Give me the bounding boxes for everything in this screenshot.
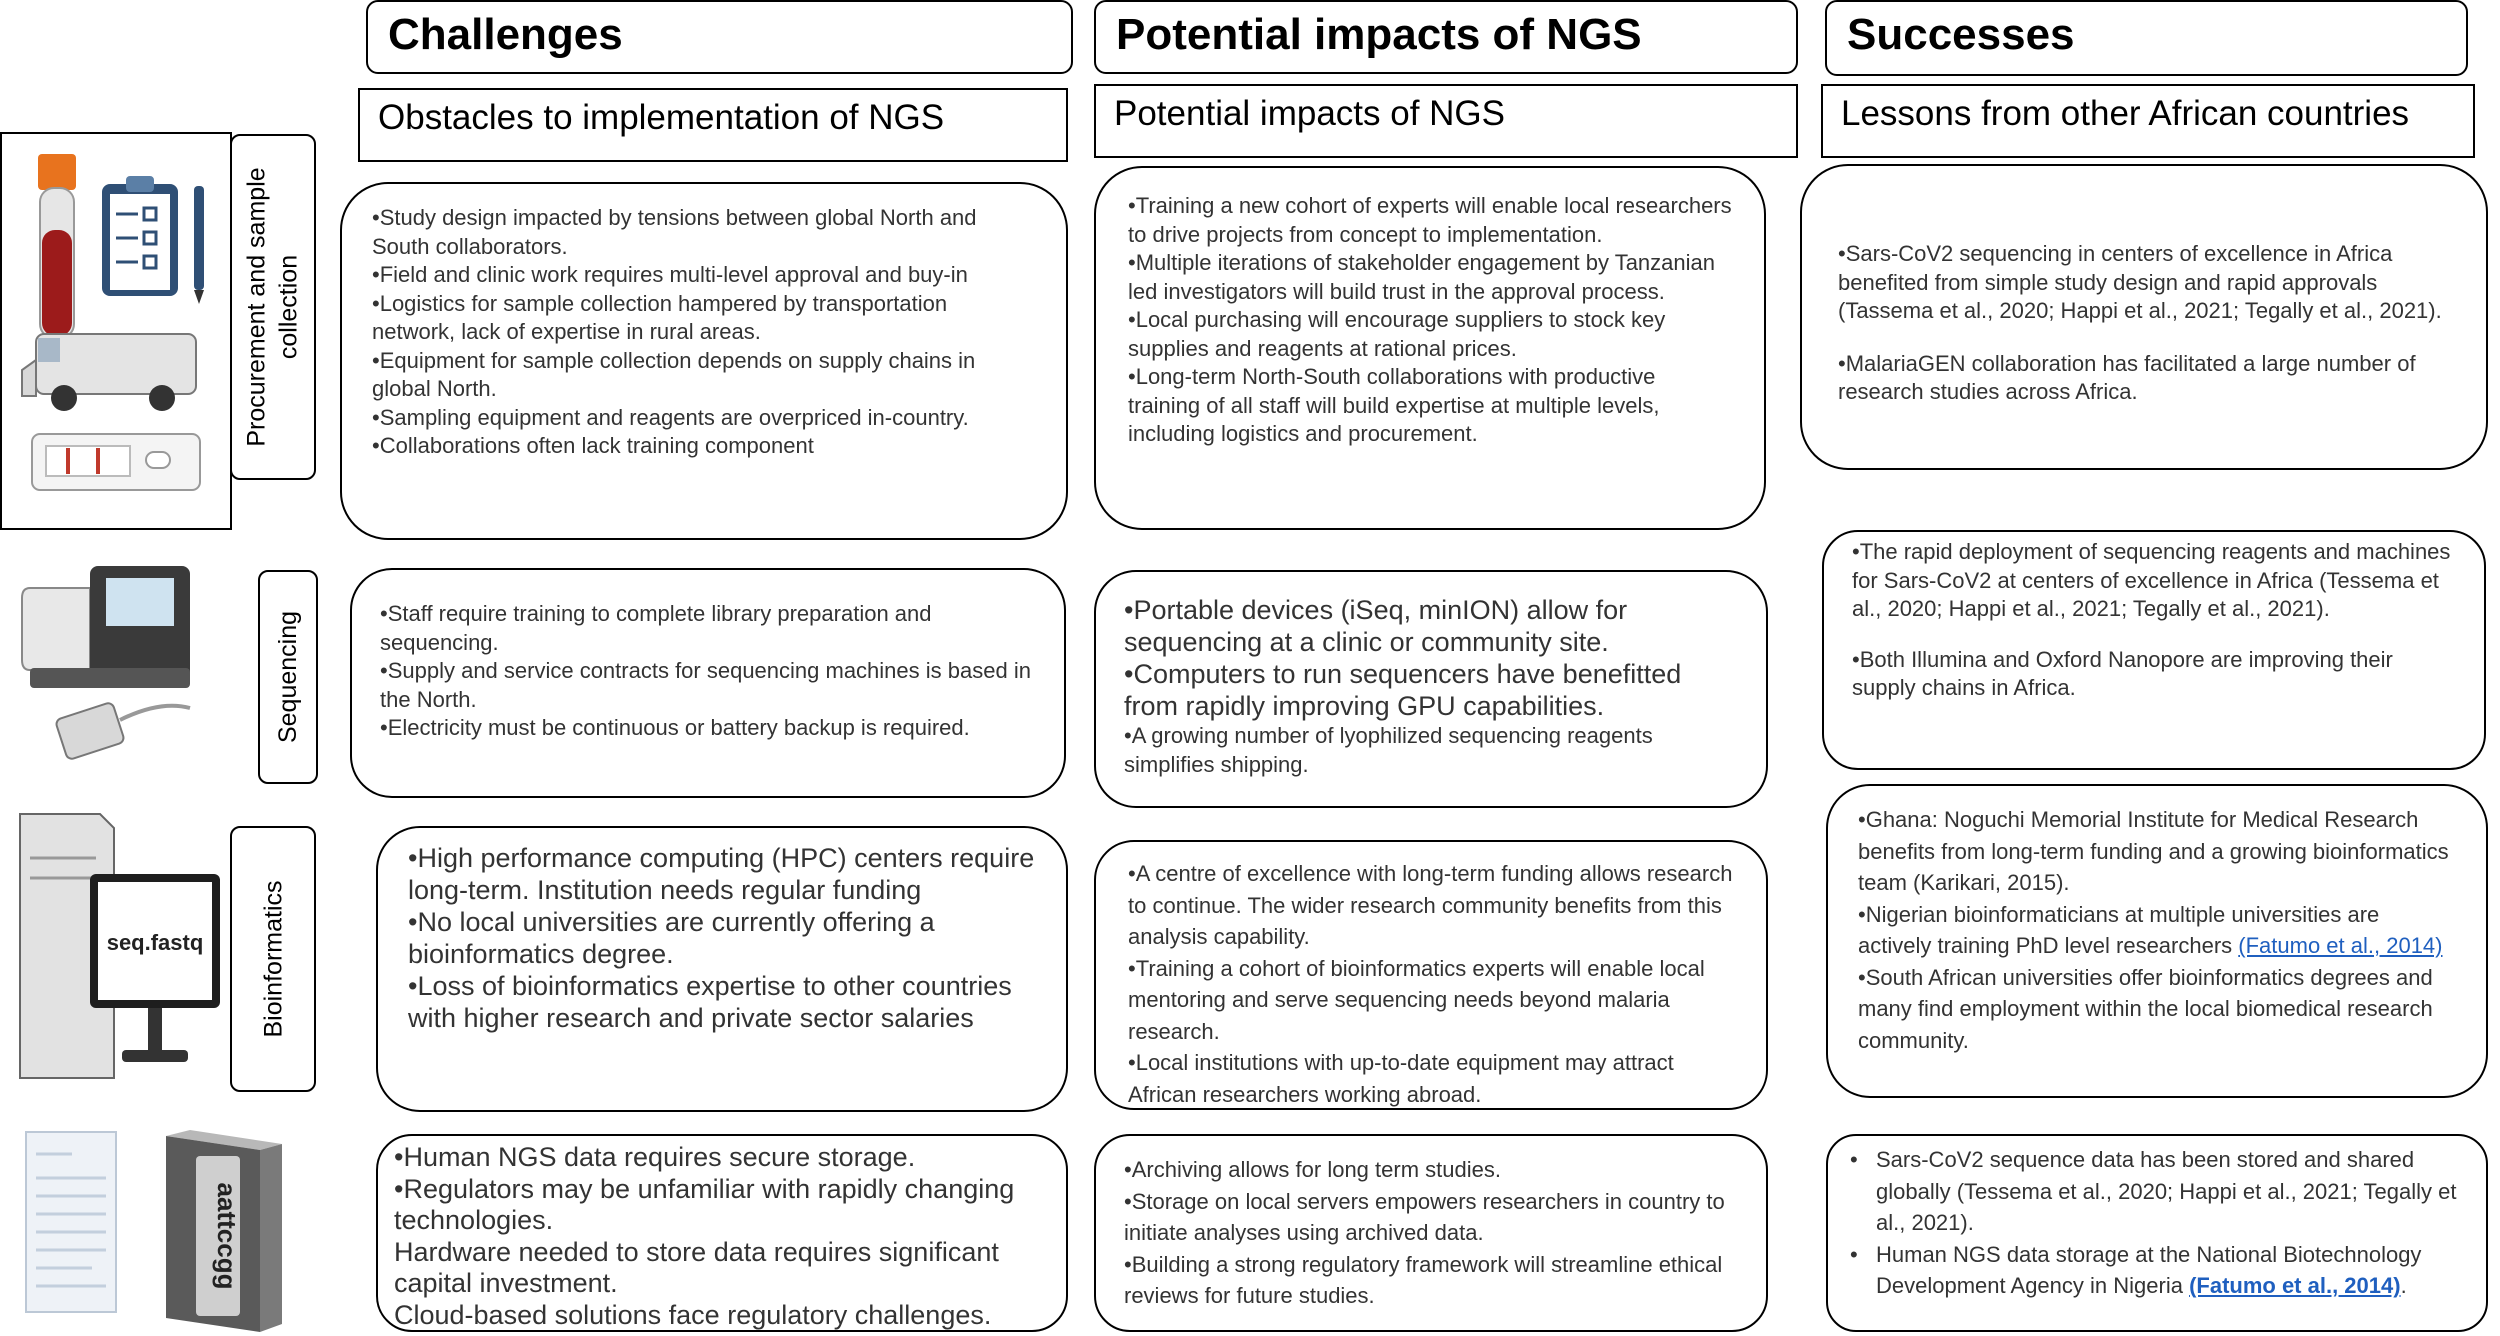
challenges-title: Challenges [388, 10, 623, 59]
list-item: •Study design impacted by tensions between global North and South collaborators. [372, 205, 977, 259]
impacts-subtitle [1094, 84, 1798, 158]
challenges-header [366, 0, 1073, 74]
list-item: •Staff require training to complete library preparation and sequencing. [380, 601, 932, 655]
challenges-sequencing [350, 568, 1066, 798]
citation-link[interactable]: (Fatumo et al., 2014) [2189, 1273, 2401, 1298]
successes-bioinformatics [1826, 784, 2488, 1098]
successes-sequencing [1822, 530, 2486, 770]
list-item: •Computers to run sequencers have benefitted from rapidly improving GPU capabilities. [1124, 659, 1682, 721]
list-item: •Human NGS data requires secure storage. [394, 1142, 916, 1172]
list-item: •Local purchasing will encourage suppliers to stock key supplies and reagents at rational prices. [1128, 307, 1666, 361]
row-label-sequencing [258, 570, 318, 784]
successes-header [1825, 0, 2468, 76]
list-item-text: Human NGS data storage at the National Biotechnology Development Agency in Nigeria [1876, 1241, 2422, 1298]
list-item: •Electricity must be continuous or battery backup is required. [380, 715, 970, 740]
list-item: Hardware needed to store data requires significant capital investment. [394, 1236, 999, 1298]
list-item: •Building a strong regulatory framework will streamline ethical reviews for future studies. [1124, 1251, 1723, 1308]
minion-device-icon [55, 702, 190, 760]
list-item: •Regulators may be unfamiliar with rapidly changing technologies. [394, 1173, 1015, 1235]
list-item-end: . [2400, 1273, 2407, 1298]
procurement-icons [2, 134, 230, 528]
documents-icon [22, 1124, 142, 1324]
clipboard-icon [102, 176, 204, 304]
impacts-storage [1094, 1134, 1768, 1332]
list-item-text: •Nigerian bioinformaticians at multiple universities are actively training PhD level researchers [1858, 901, 2380, 958]
impacts-bioinformatics [1094, 840, 1768, 1110]
list-item: •A growing number of lyophilized sequencing reagents simplifies shipping. [1124, 723, 1653, 777]
row-label-procurement [230, 134, 316, 480]
list-item: •Logistics for sample collection hampered by transportation network, lack of expertise in rural areas. [372, 290, 948, 344]
list-item: •Archiving allows for long term studies. [1124, 1157, 1501, 1182]
list-item [1858, 899, 2456, 962]
list-item: •Local institutions with up-to-date equipment may attract African researchers working abroad. [1128, 1050, 1674, 1107]
list-item: •Portable devices (iSeq, minION) allow for sequencing at a clinic or community site. [1124, 595, 1628, 657]
list-item-text: Sars-CoV2 sequence data has been stored and shared globally (Tessema et al., 2020; Happi et al., 2021; Tegally et al., 2021). [1876, 1147, 2457, 1235]
list-item: •Training a new cohort of experts will enable local researchers to drive projects from concept to implementation. [1128, 193, 1732, 247]
citation-link[interactable]: (Fatumo et al., 2014) [2238, 933, 2443, 958]
van-icon [22, 334, 196, 411]
successes-subtitle [1821, 84, 2475, 158]
challenges-procurement [340, 182, 1068, 540]
row-label-bioinformatics [230, 826, 316, 1092]
procurement-icons-frame [0, 132, 232, 530]
list-item: •The rapid deployment of sequencing reagents and machines for Sars-CoV2 at centers of excellence in Africa (Tessema et al., 2020; Happi et al., 2021; Tegally et al., 2021). [1852, 539, 2451, 621]
list-item: •Multiple iterations of stakeholder engagement by Tanzanian led investigators will build trust in the approval process. [1128, 250, 1715, 304]
list-item: •Supply and service contracts for sequencing machines is based in the North. [380, 658, 1031, 712]
hard-drive-icon [160, 1126, 290, 1336]
row-label-procurement-text: Procurement and sample collection [243, 167, 303, 447]
list-item: •Training a cohort of bioinformatics experts will enable local mentoring and serve sequencing needs beyond malaria research. [1128, 955, 1705, 1044]
list-item: •MalariaGEN collaboration has facilitated a large number of research studies across Africa. [1838, 350, 2416, 404]
list-item: Cloud-based solutions face regulatory challenges. [394, 1299, 992, 1330]
list-item: •Sampling equipment and reagents are overpriced in-country. [372, 404, 969, 430]
blood-tube-icon [38, 154, 76, 338]
list-item: • Human NGS data storage at the National Biotechnology Development Agency in Nigeria (Fatumo et al., 2014). [1850, 1241, 2422, 1298]
row-label-sequencing-text: Sequencing [274, 610, 302, 744]
rapid-test-icon [32, 434, 200, 490]
challenges-storage [376, 1134, 1068, 1332]
list-item: •South African universities offer bioinformatics degrees and many find employment within the local biomedical research community. [1858, 964, 2433, 1053]
list-item: •Equipment for sample collection depends on supply chains in global North. [372, 347, 976, 401]
successes-title: Successes [1847, 10, 2075, 59]
list-item: •Long-term North-South collaborations with productive training of all staff will build expertise at multiple levels, including logistics and procurement. [1128, 364, 1660, 446]
impacts-procurement [1094, 166, 1766, 530]
impacts-sequencing [1094, 570, 1768, 808]
screen-label: seq.fastq [106, 930, 204, 955]
list-item: • Sars-CoV2 sequence data has been stored and shared globally (Tessema et al., 2020; Happi et al., 2021; Tegally et al., 2021). [1850, 1147, 2457, 1235]
challenges-subtitle-text: Obstacles to implementation of NGS [378, 98, 945, 137]
list-item: •Storage on local servers empowers researchers in country to initiate analyses using archived data. [1124, 1188, 1725, 1245]
list-item: •No local universities are currently offering a bioinformatics degree. [408, 907, 935, 969]
computer-icon [14, 808, 224, 1088]
successes-subtitle-text: Lessons from other African countries [1841, 94, 2410, 133]
list-item: •Field and clinic work requires multi-level approval and buy-in [372, 262, 968, 287]
successes-procurement [1800, 164, 2488, 470]
challenges-bioinformatics [376, 826, 1068, 1112]
impacts-title: Potential impacts of NGS [1116, 10, 1642, 59]
list-item: •High performance computing (HPC) centers require long-term. Institution needs regular funding [408, 843, 1035, 905]
list-item: •Both Illumina and Oxford Nanopore are improving their supply chains in Africa. [1852, 646, 2393, 700]
list-item: •Loss of bioinformatics expertise to other countries with higher research and private sector salaries [408, 971, 1012, 1033]
list-item: •Collaborations often lack training component [372, 433, 814, 458]
impacts-header [1094, 0, 1798, 74]
row-label-bioinformatics-text: Bioinformatics [259, 880, 287, 1038]
impacts-subtitle-text: Potential impacts of NGS [1114, 94, 1505, 133]
list-item: •A centre of excellence with long-term funding allows research to continue. The wider research community benefits from this analysis capability. [1128, 861, 1733, 949]
challenges-subtitle [358, 88, 1068, 162]
sequencer-icon [20, 560, 200, 770]
successes-storage [1826, 1134, 2488, 1332]
drive-label: aattccgg [212, 1182, 242, 1290]
list-item: •Sars-CoV2 sequencing in centers of excellence in Africa benefited from simple study design and rapid approvals (Tassema et al., 2020; Happi et al., 2021; Tegally et al., 2021). [1838, 241, 2442, 323]
list-item: •Ghana: Noguchi Memorial Institute for Medical Research benefits from long-term funding and a growing bioinformatics team (Karikari, 2015). [1858, 807, 2449, 895]
